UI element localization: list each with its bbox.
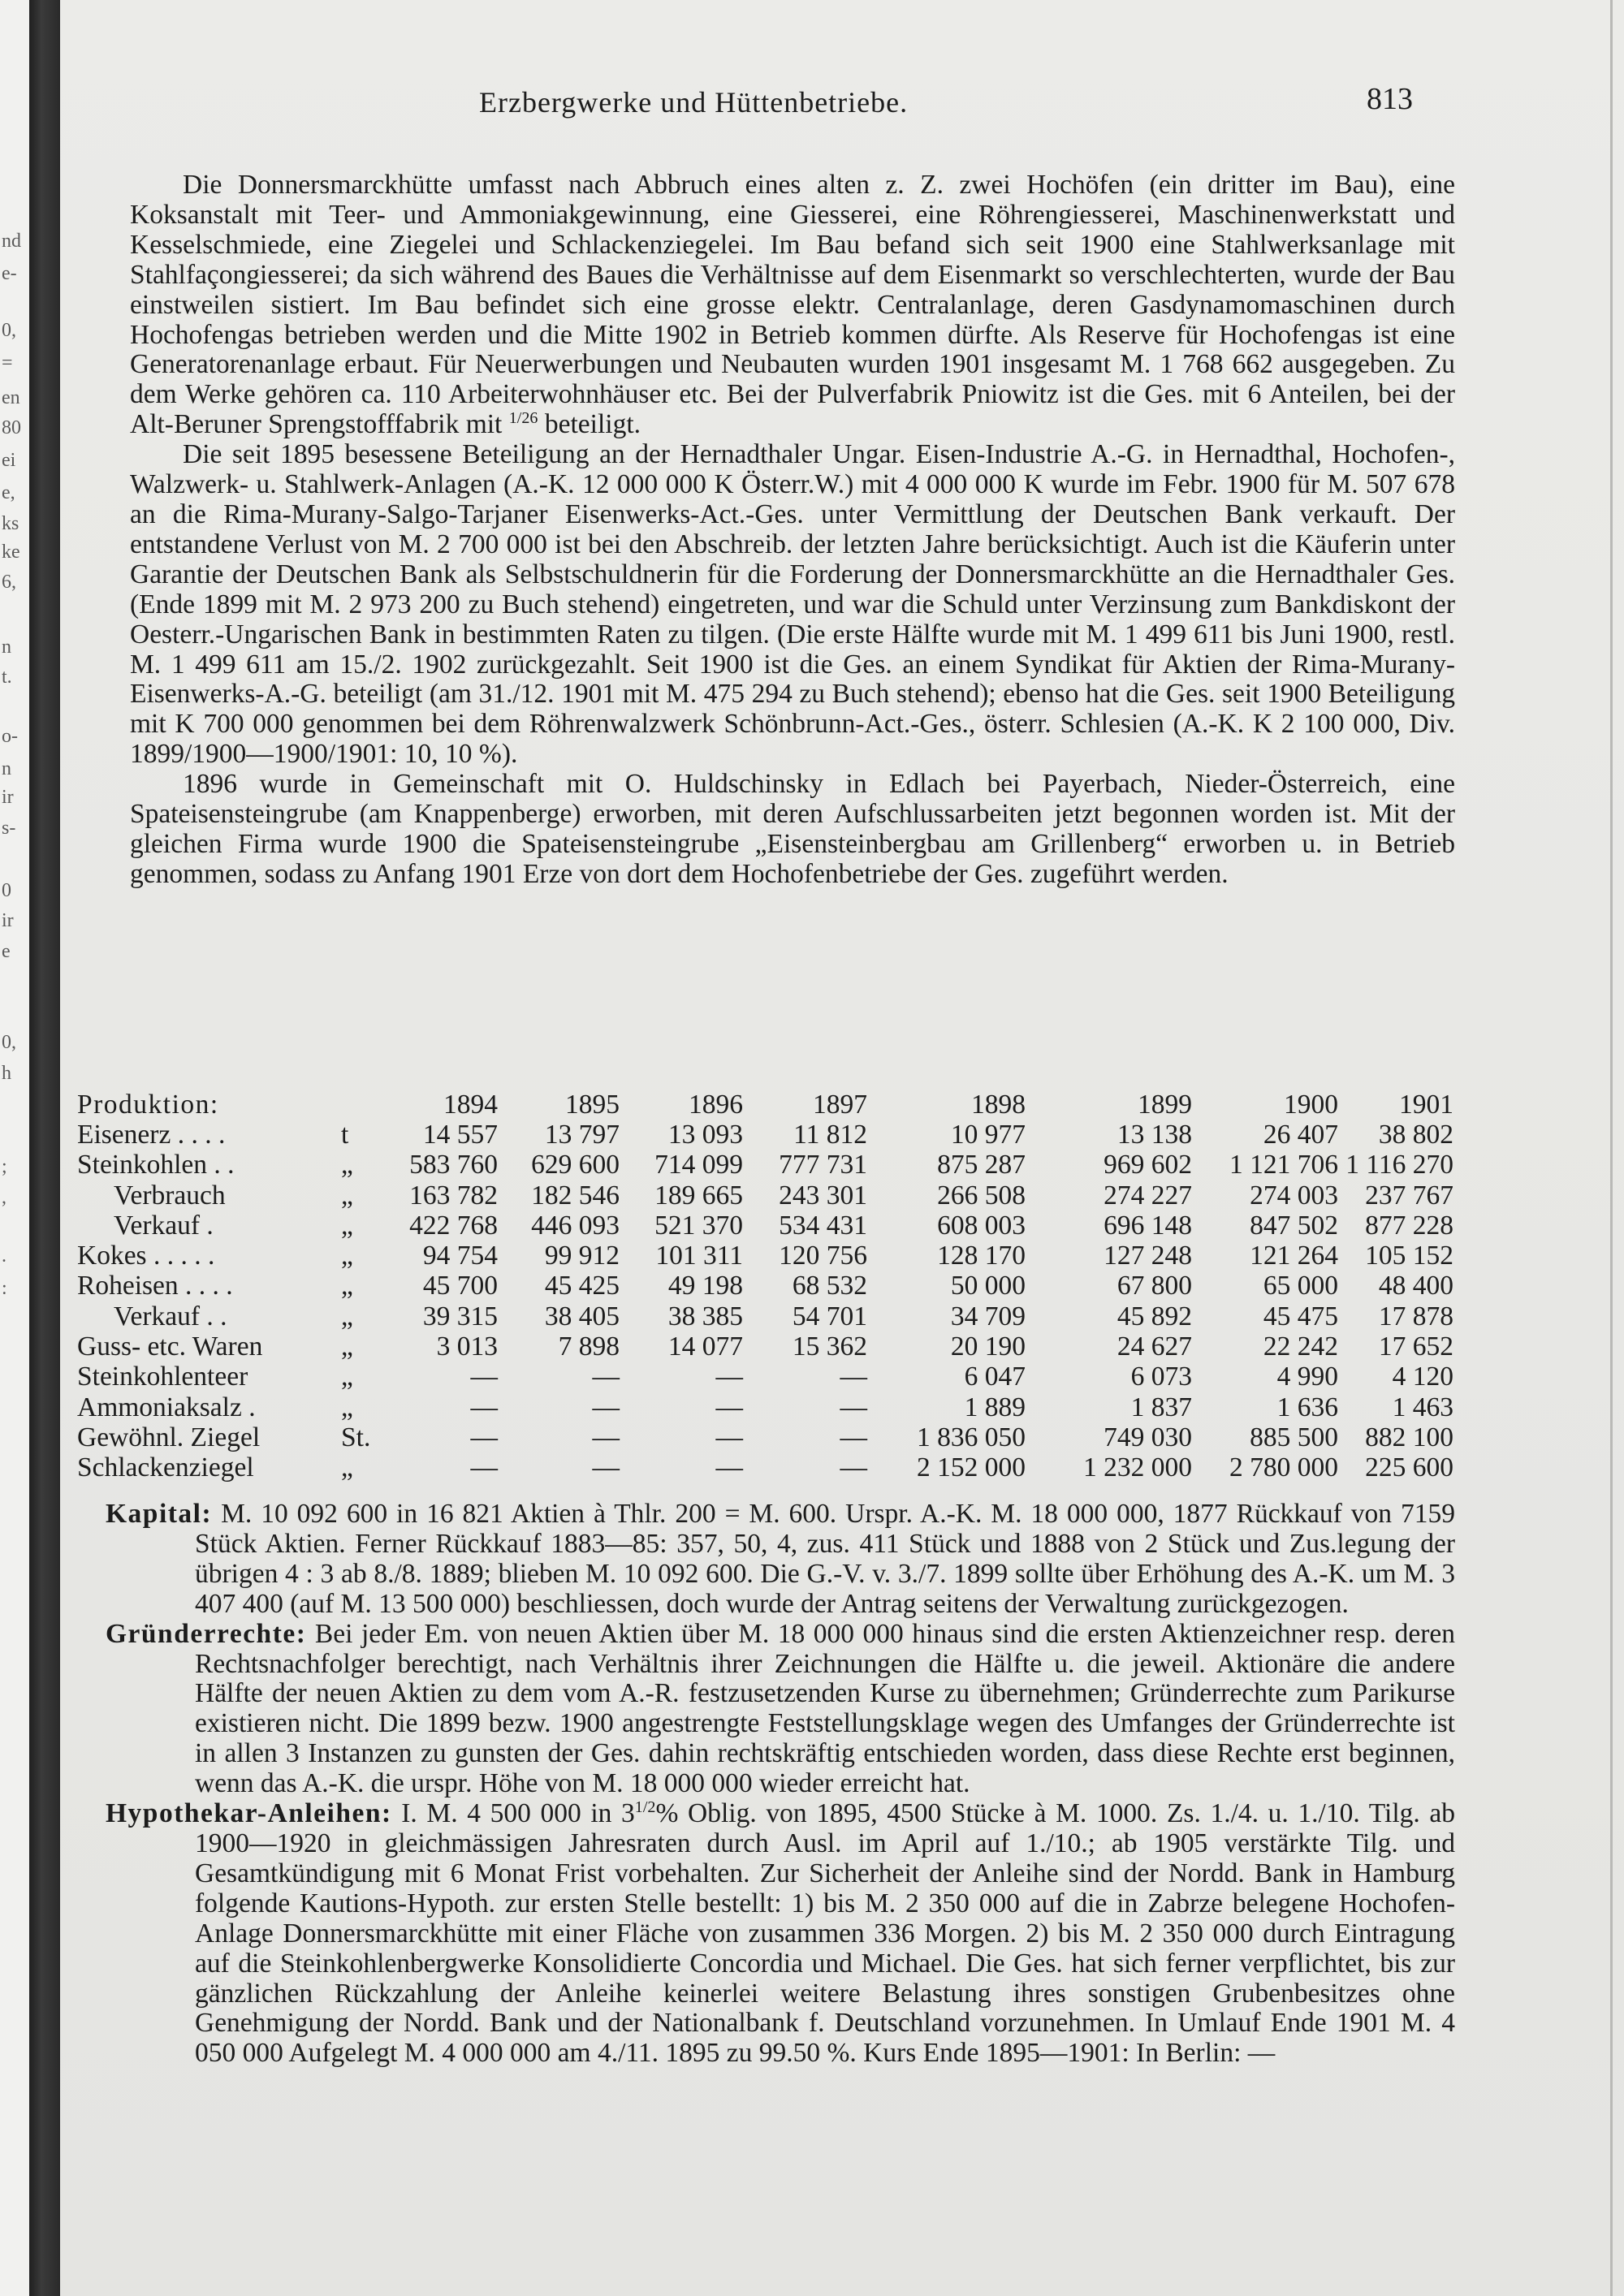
production-cell: 3 013 [436,1331,498,1362]
production-cell: 6 047 [964,1362,1026,1392]
production-row-unit: „ [341,1362,353,1392]
production-row-unit: „ [341,1241,353,1271]
page-number: 813 [1367,82,1413,116]
production-cell: 24 627 [1116,1331,1192,1362]
production-cell: 7 898 [558,1331,620,1362]
production-row [77,1452,1453,1482]
production-cell: 274 003 [1250,1180,1338,1211]
production-cell: — [715,1452,743,1483]
production-header-row [77,1090,1453,1120]
production-cell: — [470,1392,498,1422]
kapital-paragraph: Kapital: M. 10 092 600 in 16 821 Aktien à Thlr. 200 = M. 600. Urspr. A.-K. M. 18 000 000, 1877 Rückkauf von 7159 Stück Aktien. Ferner Rückkauf 1883—85: 357, 50, 4, zus. 411 Stück und 1888 von 2 Stück und Zus.legung der übrigen 4 : 3 ab 8./8. 1889; blieben M. 10 092 600. Die G.-V. v. 3./7. 1899 sollte über Erhöhung des A.-K. um M. 3 407 400 (auf M. 13 500 000) beschliessen, doch wurde der Antrag seitens der Verwaltung zurückgezogen. [106,1499,1455,1619]
production-cell: 22 242 [1263,1331,1338,1362]
production-row-unit: t [341,1120,349,1150]
production-cell: 1 232 000 [1083,1452,1192,1483]
production-cell: 45 700 [422,1271,498,1301]
production-cell: 26 407 [1263,1120,1338,1150]
production-cell: 48 400 [1378,1271,1453,1301]
production-cell: 2 152 000 [917,1452,1026,1483]
production-row-unit: „ [341,1452,353,1483]
production-cell: — [715,1392,743,1422]
production-cell: — [840,1452,867,1483]
production-cell: — [840,1422,867,1452]
production-cell: 38 802 [1378,1120,1453,1150]
margin-fragment: ei [2,450,16,471]
production-row [77,1180,1453,1211]
production-cell: 120 756 [779,1241,867,1271]
production-cell: 67 800 [1116,1271,1192,1301]
paragraph-plant-overview: Die Donnersmarckhütte umfasst nach Abbruch eines alten z. Z. zwei Hochöfen (ein dritter im Bau), eine Koksanstalt mit Teer- und Ammoniakgewinnung, eine Giesserei, eine Röhrengiesserei, Maschinenwerkstatt und Kesselschmiede, eine Ziegelei und Schlackenziegelei. Im Bau befand sich seit 1900 eine Stahlwerksanlage mit Stahlfaçongiesserei; da sich während des Baues die Verhältnisse auf dem Eisenmarkt so verschlechterten, wurde der Bau einstweilen sistiert. Im Bau befindet sich eine grosse elektr. Centralanlage, deren Gasdynamomaschinen durch Hochofengas betrieben werden und die Mitte 1902 in Betrieb kommen dürfte. Als Reserve für Hochofengas ist eine Generatorenanlage erbaut. Für Neuerwerbungen und Neubauten wurden 1901 insgesamt M. 1 768 662 ausgegeben. Zu dem Werke gehören ca. 110 Arbeiterwohnhäuser etc. Bei der Pulverfabrik Pniowitz ist die Ges. mit 6 Anteilen, bei der Alt-Beruner Sprengstofffabrik mit $^{1/26}$ beteiligt. [130,170,1455,440]
year-header: 1898 [971,1090,1026,1120]
margin-fragment: = [2,352,13,373]
production-cell: 15 362 [792,1331,867,1362]
production-row-label: Steinkohlen . . [77,1150,235,1180]
margin-fragment: s- [2,818,16,839]
year-header: 1896 [689,1090,743,1120]
production-cell: 1 463 [1392,1392,1453,1422]
margin-fragment: e [2,941,11,962]
production-cell: 105 152 [1365,1241,1453,1271]
production-row [77,1301,1453,1331]
running-head: Erzbergwerke und Hüttenbetriebe. [479,86,909,119]
production-cell: 20 190 [950,1331,1026,1362]
production-row-unit: „ [341,1180,353,1211]
production-cell: 877 228 [1365,1210,1453,1241]
production-row-label: Verkauf . . [114,1301,227,1331]
production-cell: 128 170 [937,1241,1026,1271]
production-cell: 45 475 [1263,1301,1338,1331]
year-header: 1897 [813,1090,867,1120]
margin-fragment: ir [2,910,14,931]
production-cell: — [840,1392,867,1422]
production-cell: 714 099 [654,1150,743,1180]
margin-fragment: t. [2,667,12,688]
production-cell: 1 116 270 [1345,1150,1453,1180]
production-cell: 45 425 [544,1271,620,1301]
production-row-unit: „ [341,1392,353,1422]
production-table [77,1090,1453,1483]
production-cell: 11 812 [793,1120,867,1150]
margin-fragment: , [2,1187,6,1208]
production-cell: 17 652 [1378,1331,1453,1362]
production-cell: 54 701 [792,1301,867,1331]
production-cell: 608 003 [937,1210,1026,1241]
production-cell: 243 301 [779,1180,867,1211]
production-cell: 182 546 [531,1180,620,1211]
production-row-label: Steinkohlenteer [77,1362,248,1392]
production-row-label: Roheisen . . . . [77,1271,233,1301]
production-cell: 65 000 [1263,1271,1338,1301]
production-row [77,1392,1453,1422]
production-cell: — [592,1422,620,1452]
hypothekar-anleihen-label: Hypothekar-Anleihen: [106,1798,392,1829]
page-edge-line [1610,0,1613,2296]
production-cell: — [840,1362,867,1392]
production-cell: 38 385 [667,1301,743,1331]
production-row [77,1422,1453,1452]
production-row [77,1150,1453,1180]
production-cell: 696 148 [1104,1210,1192,1241]
production-row-unit: „ [341,1271,353,1301]
production-cell: 847 502 [1250,1210,1338,1241]
production-row-unit: „ [341,1301,353,1331]
production-cell: 422 768 [409,1210,498,1241]
production-cell: 1 836 050 [917,1422,1026,1452]
hypothekar-anleihen-paragraph: Hypothekar-Anleihen: I. M. 4 500 000 in $3^{1/2}\%$ Oblig. von 1895, 4500 Stücke à M. 1000. Zs. 1./4. u. 1./10. Tilg. ab 1900—1920 in gleichmässigen Jahresraten durch Ausl. im April auf 1./10.; ab 1905 verstärkte Tilg. und Gesamtkündigung mit 6 Monat Frist vorbehalten. Zur Sicherheit der Anleihe sind der Nordd. Bank in Hamburg folgende Kautions-Hypoth. zur ersten Stelle bestellt: 1) bis M. 2 350 000 auf die in Zabrze belegene Hochofen-Anlage Donnersmarckhütte mit einer Fläche von zusammen 336 Morgen. 2) bis M. 2 350 000 durch Eintragung auf die Steinkohlenbergwerke Konsolidierte Concordia und Michael. Die Ges. hat sich ferner verpflichtet, bis zur gänzlichen Rückzahlung der Anleihe keinerlei weitere Belastung ihres sonstigen Grubenbesitzes ohne Genehmigung der Nordd. Bank und der Nationalbank f. Deutschland vorzunehmen. In Umlauf Ende 1901 M. 4 050 000 Aufgelegt M. 4 000 000 am 4./11. 1895 zu 99.50 %. Kurs Ende 1895—1901: In Berlin: — [106,1798,1456,2069]
production-cell: 969 602 [1104,1150,1192,1180]
margin-fragment: e, [2,482,15,503]
margin-fragment: o- [2,726,18,747]
production-cell: 50 000 [950,1271,1026,1301]
production-cell: 1 837 [1130,1392,1192,1422]
production-cell: 163 782 [409,1180,498,1211]
production-row-label: Verbrauch [114,1180,226,1211]
gruenderrechte-label: Gründerrechte: [106,1618,307,1649]
production-cell: 38 405 [544,1301,620,1331]
production-cell: 101 311 [655,1241,743,1271]
production-cell: 1 121 706 [1229,1150,1338,1180]
fraction: 1/2 [634,1798,656,1816]
production-row [77,1211,1453,1241]
kapital-label: Kapital: [106,1499,213,1529]
production-cell: 4 120 [1392,1362,1453,1392]
production-row [77,1331,1453,1362]
margin-fragment: n [2,637,11,658]
production-cell: 10 977 [950,1120,1026,1150]
production-row-label: Ammoniaksalz . [77,1392,256,1422]
production-cell: 521 370 [654,1210,743,1241]
production-cell: 17 878 [1378,1301,1453,1331]
production-cell: 446 093 [531,1210,620,1241]
production-row-label: Kokes . . . . . [77,1241,215,1271]
margin-fragment: e- [2,263,17,284]
margin-fragment: en [2,387,20,408]
margin-fragment: 0, [2,1032,16,1053]
production-row-unit: St. [341,1422,371,1452]
paragraph-spateisenstein-mine: 1896 wurde in Gemeinschaft mit O. Huldschinsky in Edlach bei Payerbach, Nieder-Österreich, eine Spateisensteingrube (am Knappenberge) erworben, mit deren Aufschlussarbeiten jetzt begonnen worden ist. Mit der gleichen Firma wurde 1900 die Spateisensteingrube „Eisensteinbergbau am Grillenberg“ erworben u. in Betrieb genommen, sodass zu Anfang 1901 Erze von dort dem Hochofenbetriebe der Ges. zugeführt werden. [130,769,1455,889]
margin-fragment: ks [2,513,19,534]
production-cell: 875 287 [937,1150,1026,1180]
production-cell: 121 264 [1250,1241,1338,1271]
production-row-label: Schlackenziegel [77,1452,254,1483]
production-cell: — [592,1392,620,1422]
production-cell: 266 508 [937,1180,1026,1211]
production-cell: 4 990 [1276,1362,1338,1392]
section-text [106,1499,1456,2069]
production-cell: 885 500 [1250,1422,1338,1452]
production-cell: 34 709 [950,1301,1026,1331]
production-cell: 225 600 [1365,1452,1453,1483]
production-cell: 94 754 [422,1241,498,1271]
margin-fragment: 0, [2,320,16,341]
body-text [130,170,1455,890]
margin-fragment: nd [2,231,21,252]
production-title: Produktion: [77,1090,219,1120]
margin-fragment: 6, [2,572,16,593]
production-cell: — [592,1362,620,1392]
production-cell: 882 100 [1365,1422,1453,1452]
year-header: 1900 [1284,1090,1338,1120]
production-cell: — [592,1452,620,1483]
production-row [77,1120,1453,1150]
margin-fragment: ir [2,787,14,808]
production-cell: 189 665 [654,1180,743,1211]
production-cell: 237 767 [1365,1180,1453,1211]
production-cell: 274 227 [1104,1180,1192,1211]
production-cell: 1 889 [964,1392,1026,1422]
production-cell: 749 030 [1104,1422,1192,1452]
production-cell: 45 892 [1116,1301,1192,1331]
production-cell: 14 557 [422,1120,498,1150]
margin-fragment: n [2,758,11,779]
adjacent-page-fragments [0,0,29,2296]
production-row [77,1362,1453,1392]
production-row-unit: „ [341,1210,353,1241]
production-cell: 13 797 [544,1120,620,1150]
fraction: 1/26 [508,409,538,428]
production-row-unit: „ [341,1150,353,1180]
production-cell: 583 760 [409,1150,498,1180]
gruenderrechte-paragraph: Gründerrechte: Bei jeder Em. von neuen Aktien über M. 18 000 000 hinaus sind die ersten Aktienzeichner resp. deren Rechtsnachfolger berechtigt, nach Verhältnis ihrer Zeichnungen die Hälfte u. die jeweil. Aktionäre die andere Hälfte der neuen Aktien zu dem vom A.-R. festzusetzenden Kurse zu übernehmen; Gründerrechte zum Parikurse existieren nicht. Die 1899 bezw. 1900 angestrengte Feststellungsklage wegen des Umfanges der Gründerrechte ist in allen 3 Instanzen zu gunsten der Ges. dahin rechtskräftig entschieden worden, dass diese Rechte erst beginnen, wenn das A.-K. die urspr. Höhe von M. 18 000 000 wieder erreicht hat. [106,1618,1455,1799]
production-row-label: Verkauf . [114,1210,214,1241]
production-row-label: Guss- etc. Waren [77,1331,263,1362]
production-cell: — [470,1362,498,1392]
year-header: 1899 [1138,1090,1192,1120]
year-header: 1901 [1399,1090,1453,1120]
production-cell: 777 731 [779,1150,867,1180]
production-cell: 6 073 [1130,1362,1192,1392]
production-cell: — [715,1422,743,1452]
margin-fragment: 0 [2,880,11,901]
production-cell: 1 636 [1276,1392,1338,1422]
production-cell: 49 198 [667,1271,743,1301]
paragraph-hernadthal-participation: Die seit 1895 besessene Beteiligung an der Hernadthaler Ungar. Eisen-Industrie A.-G. in Hernadthal, Hochofen-, Walzwerk- u. Stahlwerk-Anlagen (A.-K. 12 000 000 K Österr.W.) mit 4 000 000 K wurde im Febr. 1900 für M. 507 678 an die Rima-Murany-Salgo-Tarjaner Eisenwerks-Act.-Ges. unter Vermittlung der Deutschen Bank verkauft. Der entstandene Verlust von M. 2 700 000 ist bei den Abschreib. der letzten Jahre berücksichtigt. Auch ist die Käuferin unter Garantie der Deutschen Bank als Selbstschuldnerin für die Forderung der Donnersmarckhütte an die Hernadthaler Ges. (Ende 1899 mit M. 2 973 200 zu Buch stehend) eingetreten, und war die Schuld unter Verzinsung zum Bankdiskont der Oesterr.-Ungarischen Bank in bestimmten Raten zu tilgen. (Die erste Hälfte wurde mit M. 1 499 611 bis Juni 1900, restl. M. 1 499 611 am 15./2. 1902 zurückgezahlt. Seit 1900 ist die Ges. an einem Syndikat für Aktien der Rima-Murany-Eisenwerks-A.-G. beteiligt (am 31./12. 1901 mit M. 475 294 zu Buch stehend); ebenso hat die Ges. seit 1900 Beteiligung mit K 700 000 genommen bei dem Röhrenwalzwerk Schönbrunn-Act.-Ges., österr. Schlesien (A.-K. K 2 100 000, Div. 1899/1900—1900/1901: 10, 10 %). [130,439,1455,770]
book-spine-shadow [29,0,60,2296]
margin-fragment: h [2,1063,11,1084]
production-cell: 127 248 [1104,1241,1192,1271]
production-row-unit: „ [341,1331,353,1362]
production-cell: — [470,1452,498,1483]
margin-fragment: . [2,1245,6,1267]
year-header: 1895 [565,1090,620,1120]
production-cell: — [470,1422,498,1452]
year-header: 1894 [443,1090,498,1120]
production-cell: 2 780 000 [1229,1452,1338,1483]
production-row [77,1241,1453,1271]
production-cell: 14 077 [667,1331,743,1362]
production-row-label: Gewöhnl. Ziegel [77,1422,261,1452]
margin-fragment: : [2,1278,7,1299]
production-cell: — [715,1362,743,1392]
margin-fragment: 80 [2,417,21,438]
production-cell: 13 138 [1116,1120,1192,1150]
margin-fragment: ke [2,542,20,563]
production-cell: 68 532 [792,1271,867,1301]
production-cell: 99 912 [544,1241,620,1271]
production-table-section [77,1090,1458,1483]
production-cell: 629 600 [531,1150,620,1180]
margin-fragment: ; [2,1156,7,1177]
production-cell: 534 431 [779,1210,867,1241]
production-cell: 13 093 [667,1120,743,1150]
production-row-label: Eisenerz . . . . [77,1120,226,1150]
production-row [77,1271,1453,1301]
production-cell: 39 315 [422,1301,498,1331]
